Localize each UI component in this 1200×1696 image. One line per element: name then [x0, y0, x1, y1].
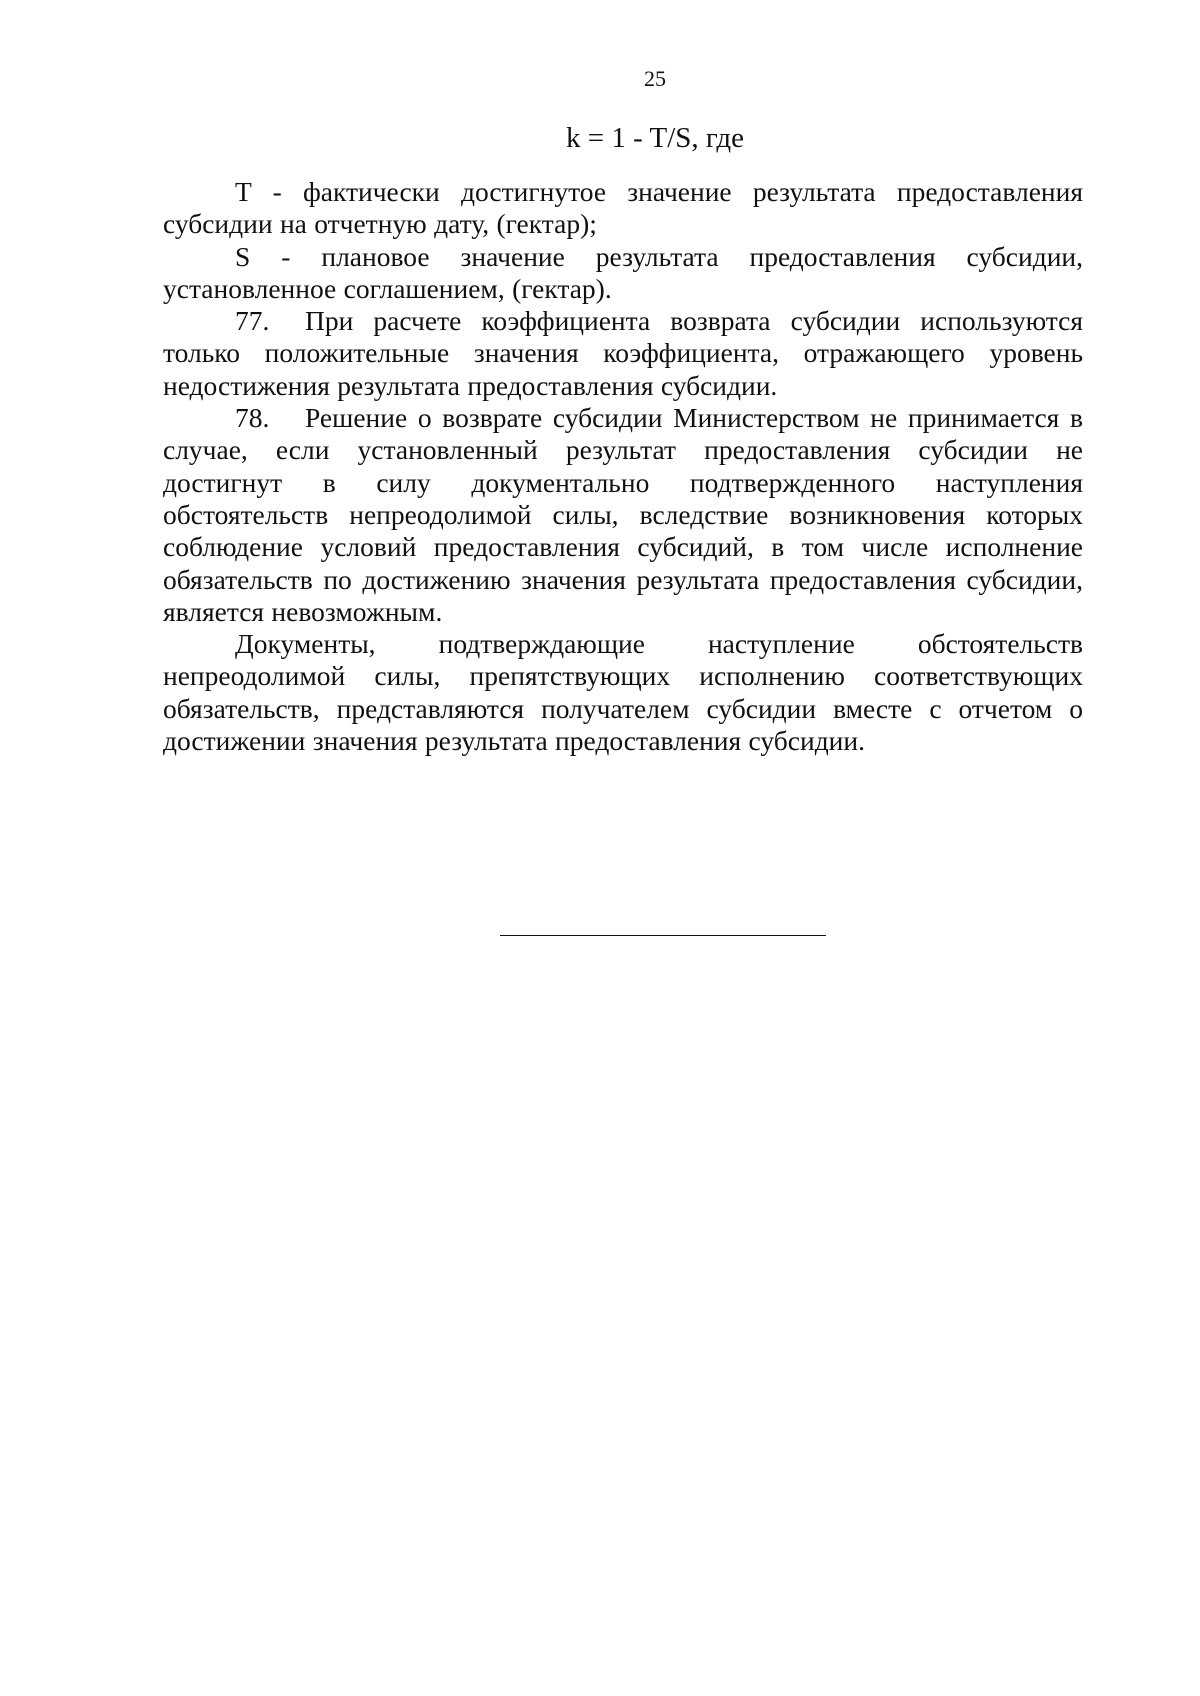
document-body [163, 176, 1083, 757]
end-separator-line [500, 935, 826, 936]
clause-78-number: 78. [235, 402, 270, 434]
page-number: 25 [644, 66, 666, 91]
definition-t-symbol: T [235, 176, 252, 207]
definition-s-text: - плановое значение результата предоставления субсидии, установленное соглашением, (гектар). [163, 240, 1084, 304]
clause-78 [163, 402, 1083, 628]
clause-78-text: Решение о возврате субсидии Министерством не принимается в случае, если установленный результат предоставления субсидии не достигнут в силу документально подтвержденного наступления обстоятельств непреодолимой силы, вследствие возникновения которых соблюдение условий предоставления субсидий, в том числе исполнение обязательств по достижению значения результата предоставления субсидии, является невозможным. [163, 402, 1083, 627]
definition-t-text: - фактически достигнутое значение результата предоставления субсидии на отчетную дату, (гектар); [163, 176, 1084, 240]
clause-77-text: При расчете коэффициента возврата субсидии используются только положительные значения коэффициента, отражающего уровень недостижения результата предоставления субсидии. [163, 305, 1083, 401]
clause-77 [163, 305, 1083, 402]
definition-s-symbol: S [235, 240, 251, 272]
formula: k = 1 - T/S, где [566, 122, 744, 154]
definition-s [163, 241, 1083, 306]
clause-77-number: 77. [235, 305, 270, 337]
definition-t [163, 176, 1083, 241]
closing-paragraph: Документы, подтверждающие наступление обстоятельств непреодолимой силы, препятствующих исполнению соответствующих обязательств, представляются получателем субсидии вместе с отчетом о достижении значения результата предоставления субсидии. [163, 628, 1083, 757]
